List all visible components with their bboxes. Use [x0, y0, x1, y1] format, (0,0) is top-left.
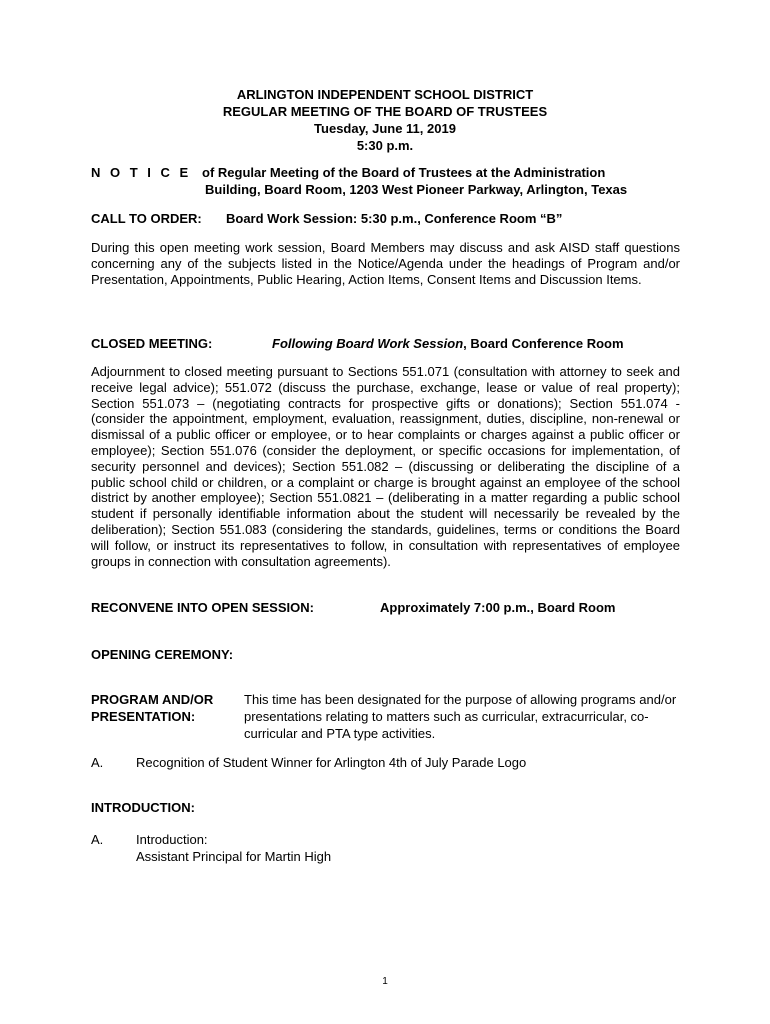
notice-line-1: of Regular Meeting of the Board of Trustees at the Administration — [202, 165, 606, 180]
call-to-order-label: CALL TO ORDER: — [91, 211, 202, 226]
document-header — [0, 86, 770, 154]
reconvene-value: Approximately 7:00 p.m., Board Room — [380, 600, 616, 615]
program-description: This time has been designated for the purpose of allowing programs and/or presentations relating to matters such as curricular, extracurricular, co-curricular and PTA type activities. — [244, 692, 677, 741]
program-label: PROGRAM AND/OR PRESENTATION: — [91, 692, 214, 724]
notice-label: N O T I C E — [91, 165, 192, 180]
work-session-paragraph: During this open meeting work session, Board Members may discuss and ask AISD staff questions concerning any of the subjects listed in the Notice/Agenda under the headings of Program and/or Presentation, Appointments, Public Hearing, Action Items, Consent Items and Discussion Items. — [91, 240, 680, 287]
notice-line-2: Building, Board Room, 1203 West Pioneer Parkway, Arlington, Texas — [205, 182, 628, 197]
introduction-item-line-2: Assistant Principal for Martin High — [136, 849, 332, 864]
introduction-heading: INTRODUCTION: — [91, 800, 195, 815]
meeting-title: REGULAR MEETING OF THE BOARD OF TRUSTEES — [222, 104, 548, 119]
opening-ceremony-heading: OPENING CEREMONY: — [91, 647, 234, 662]
district-name: ARLINGTON INDEPENDENT SCHOOL DISTRICT — [236, 87, 534, 102]
meeting-time: 5:30 p.m. — [356, 138, 414, 153]
meeting-date: Tuesday, June 11, 2019 — [314, 121, 456, 136]
closed-meeting-timing: Following Board Work Session — [272, 336, 464, 351]
program-item-letter: A. — [91, 755, 104, 770]
program-item-text: Recognition of Student Winner for Arlington 4th of July Parade Logo — [136, 755, 527, 770]
closed-meeting-paragraph: Adjournment to closed meeting pursuant to Sections 551.071 (consultation with attorney to seek and receive legal advice); 551.072 (discuss the purchase, exchange, lease or value of real property); Section 551.073 – (negotiating contracts for prospective gifts or donations); Section 551.074 - (consider the appointment, employment, evaluation, reassignment, duties, discipline, non-renewal or dismissal of a public officer or employee, or to hear complaints or charges against a public officer or employee); Section 551.076 (consider the deployment, or specific occasions for implementation, of security personnel and devices); Section 551.082 – (discussing or deliberating the discipline of a public school child or children, or a complaint or charge is brought against an employee of the school district by another employee); Section 551.0821 – (deliberating in a matter regarding a public school student if personally identifiable information about the student will necessarily be revealed by the deliberation); Section 551.083 (considering the standards, guidelines, terms or conditions the Board will follow, or instruct its representatives to follow, in consultation with representatives of employee groups in connection with consultation agreements). — [91, 364, 680, 569]
page-number: 1 — [382, 976, 388, 987]
closed-meeting-label: CLOSED MEETING: — [91, 336, 213, 351]
introduction-item-letter: A. — [91, 832, 104, 847]
closed-meeting-location: , Board Conference Room — [463, 336, 624, 351]
call-to-order-value: Board Work Session: 5:30 p.m., Conference Room “B” — [226, 211, 563, 226]
reconvene-label: RECONVENE INTO OPEN SESSION: — [91, 600, 314, 615]
introduction-item-line-1: Introduction: — [136, 832, 208, 847]
